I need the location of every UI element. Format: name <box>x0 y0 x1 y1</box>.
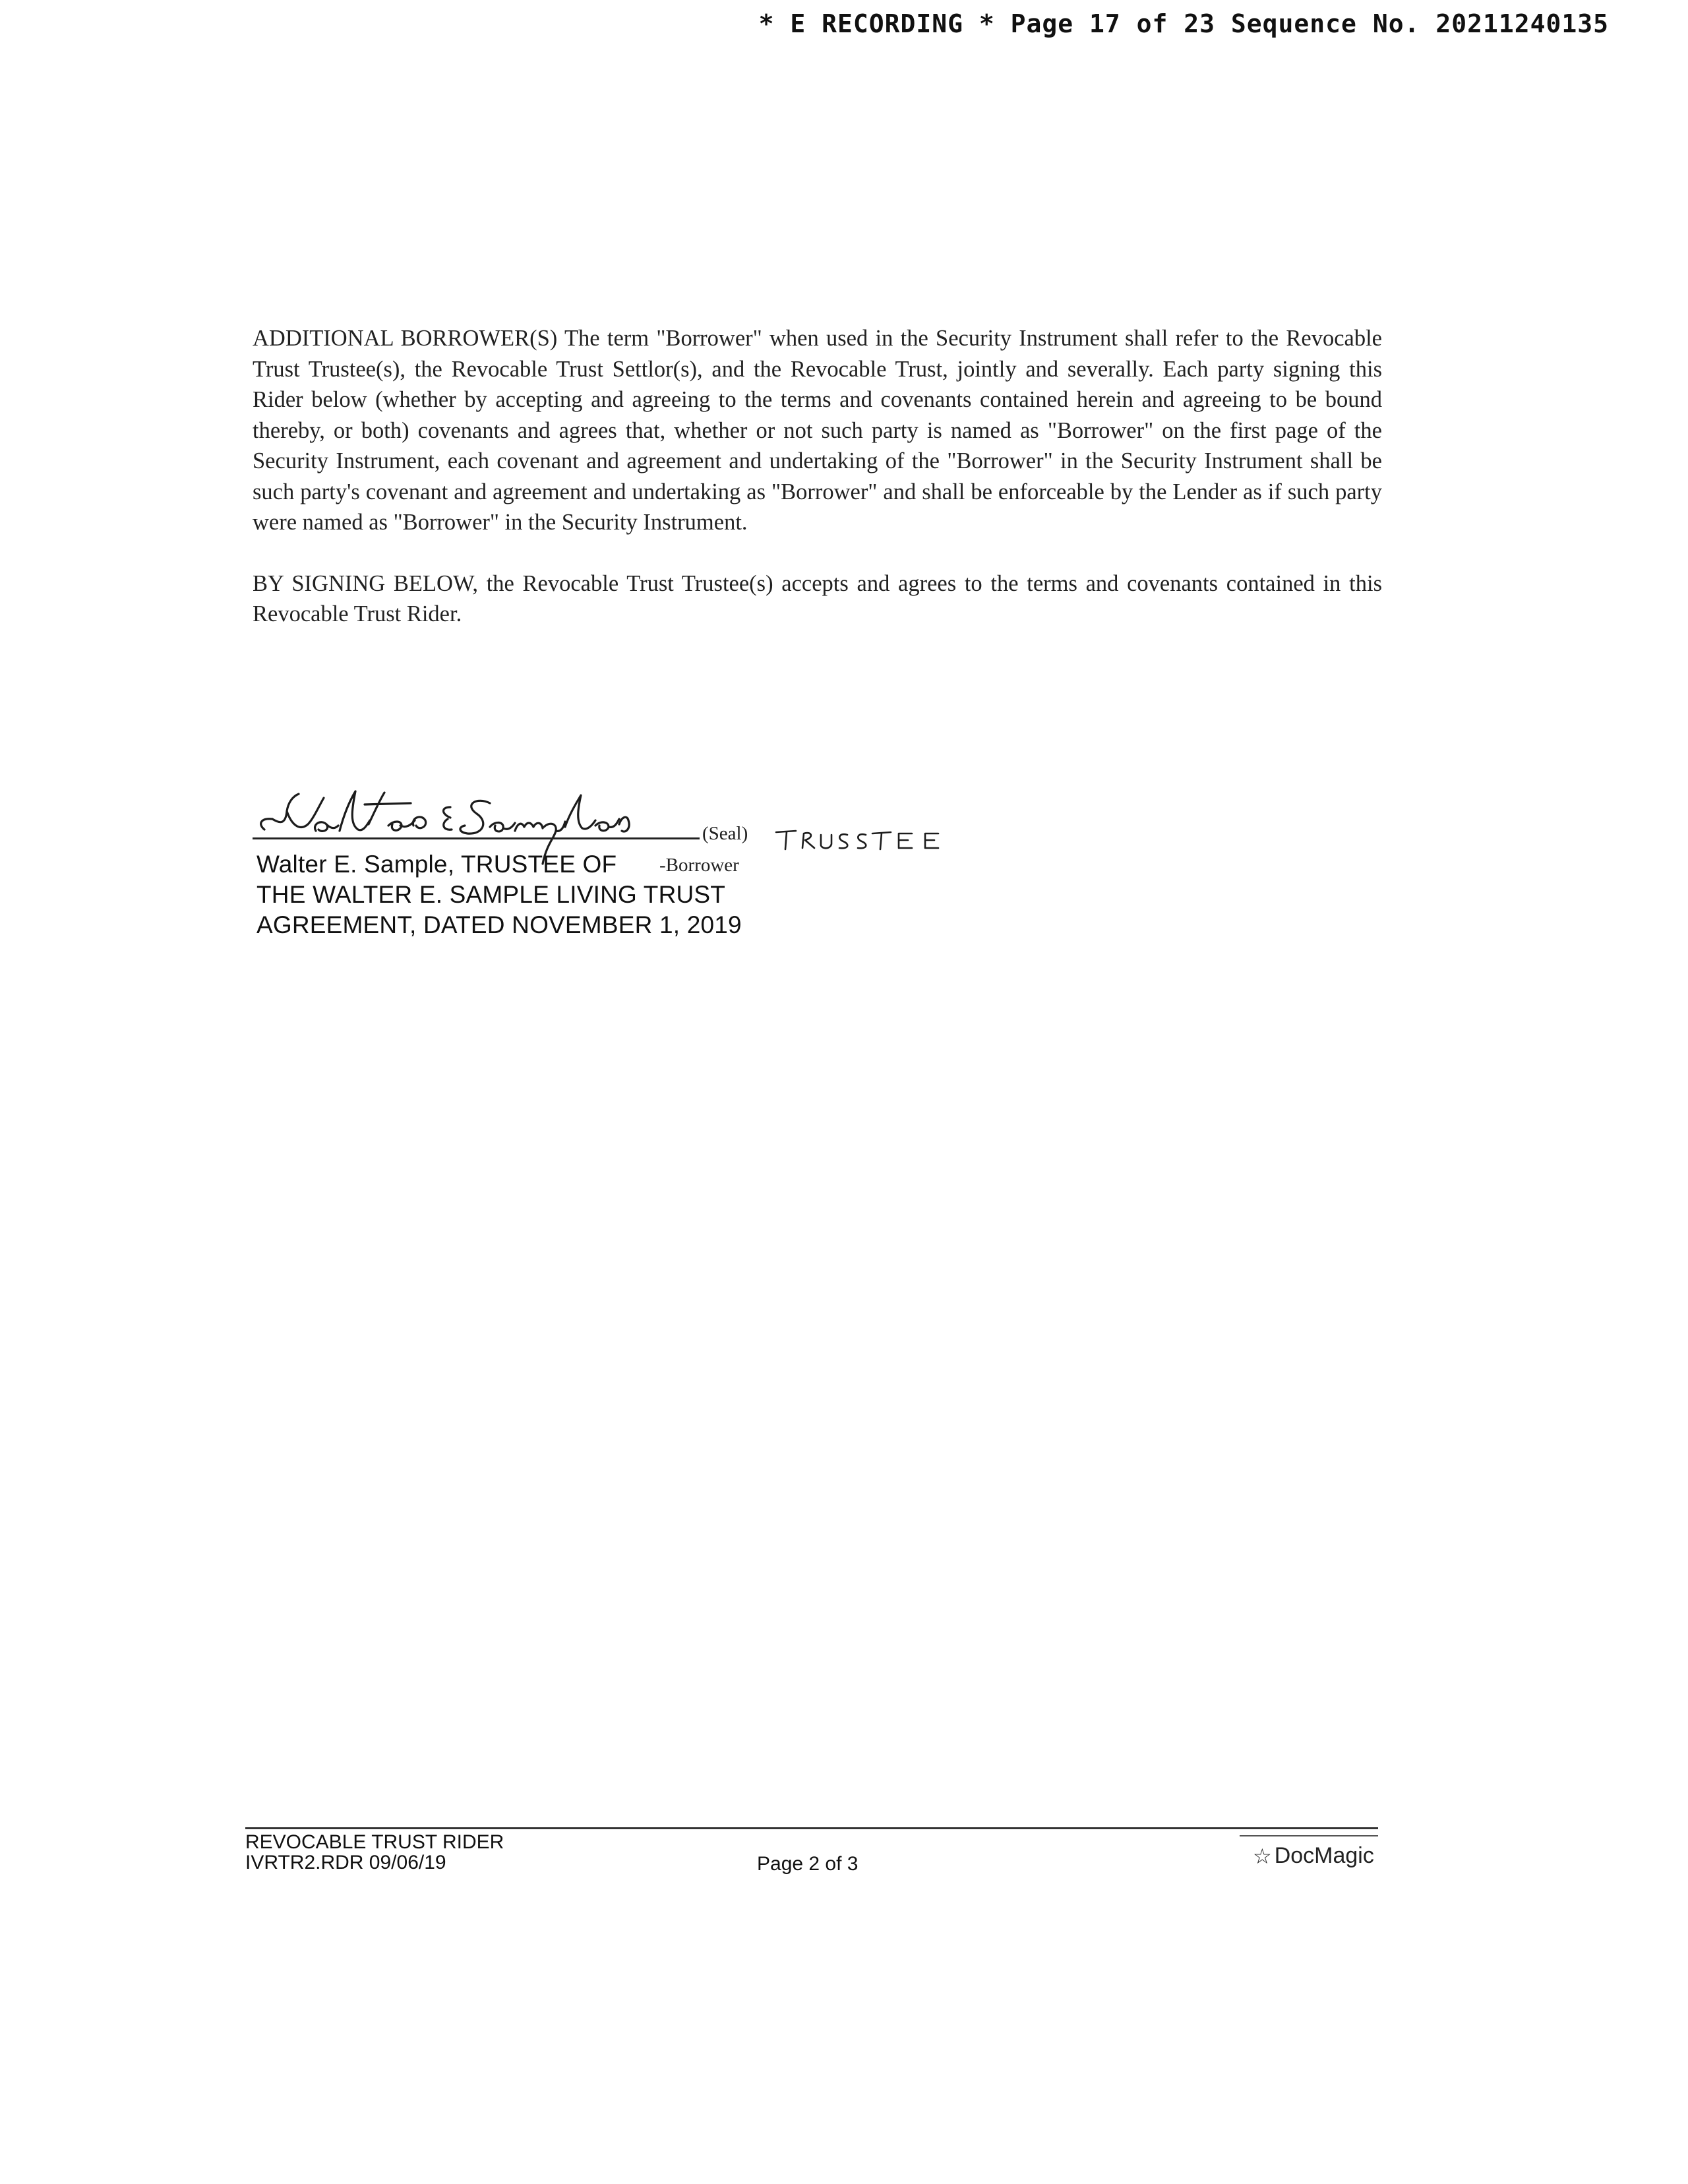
brand-name: DocMagic <box>1274 1843 1374 1868</box>
signature-block <box>253 785 978 969</box>
signer-line-2: THE WALTER E. SAMPLE LIVING TRUST <box>256 881 726 908</box>
signing-paragraph: BY SIGNING BELOW, the Revocable Trust Trustee(s) accepts and agrees to the terms and covenants contained in this Revocable Trust Rider. <box>253 570 1382 626</box>
signer-line-3: AGREEMENT, DATED NOVEMBER 1, 2019 <box>256 911 742 938</box>
footer-form-title: REVOCABLE TRUST RIDER <box>245 1831 504 1853</box>
signer-name-block <box>256 849 742 940</box>
docmagic-logo <box>1253 1843 1374 1869</box>
signer-line-1: Walter E. Sample, TRUSTEE OF <box>256 851 617 878</box>
rider-body <box>253 323 1382 630</box>
additional-borrowers-paragraph: ADDITIONAL BORROWER(S) The term "Borrower" when used in the Security Instrument shall refer to the Revocable Trust Trustee(s), the Revocable Trust Settlor(s), and the Revocable Trust, jointly and severally. Each party signing this Rider below (whether by accepting and agreeing to the terms and covenants contained herein and agreeing to be bound thereby, or both) covenants and agrees that, whether or not such party is named as "Borrower" on the first page of the Security Instrument, each covenant and agreement and undertaking of the "Borrower" in the Security Instrument shall be such party's covenant and agreement and undertaking as "Borrower" and shall be enforceable by the Lender as if such party were named as "Borrower" in the Security Instrument. <box>253 326 1382 535</box>
footer-divider <box>245 1827 1378 1829</box>
star-icon: ☆ <box>1253 1844 1272 1868</box>
borrower-label: -Borrower <box>659 855 739 876</box>
footer-form-info <box>245 1832 504 1873</box>
handwritten-trustee-note <box>773 826 945 855</box>
seal-label: (Seal) <box>702 823 748 844</box>
page-number: Page 2 of 3 <box>757 1853 859 1875</box>
footer-divider-secondary <box>1240 1835 1378 1836</box>
footer-form-code: IVRTR2.RDR 09/06/19 <box>245 1852 446 1873</box>
signature-line <box>253 837 700 839</box>
recording-header: * E RECORDING * Page 17 of 23 Sequence No. 20211240135 <box>758 9 1609 38</box>
